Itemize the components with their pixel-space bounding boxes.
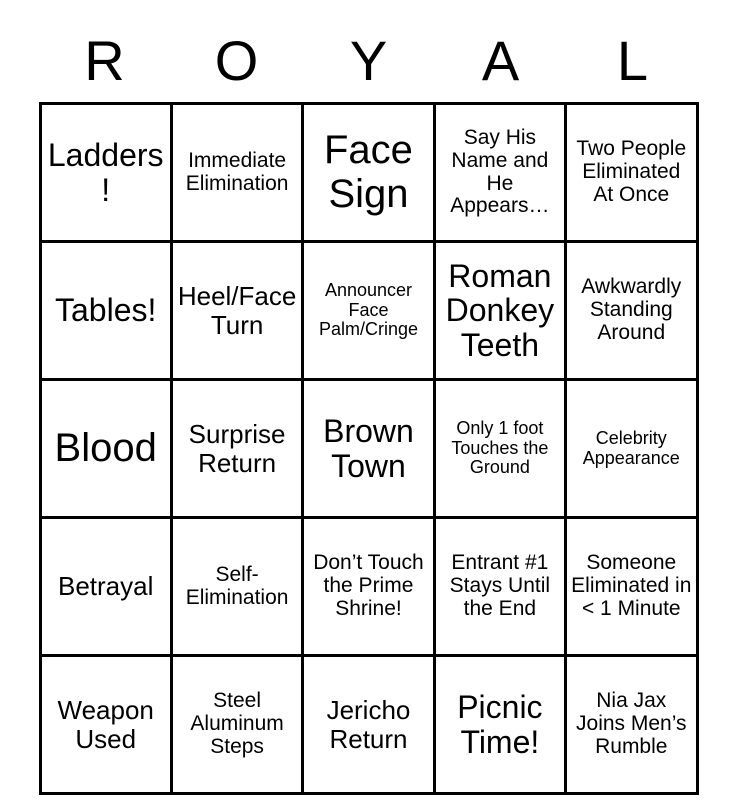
bingo-cell[interactable] <box>40 518 171 656</box>
bingo-cell-label: Immediate Elimination <box>185 148 289 195</box>
bingo-cell-label: Awkwardly Standing Around <box>581 275 682 344</box>
bingo-cell-label: Don’t Touch the Prime Shrine! <box>313 551 424 620</box>
bingo-cell[interactable] <box>566 104 697 242</box>
bingo-cell[interactable] <box>303 656 434 794</box>
bingo-cell-label: Heel/Face Turn <box>177 281 297 340</box>
header-letter-o: O <box>214 29 259 92</box>
bingo-cell-label: Tables! <box>55 292 157 329</box>
bingo-cell[interactable] <box>171 104 302 242</box>
bingo-cell[interactable] <box>40 656 171 794</box>
bingo-cell[interactable] <box>566 380 697 518</box>
bingo-header <box>39 0 699 94</box>
bingo-cell-label: Steel Aluminum Steps <box>190 689 284 758</box>
bingo-cell[interactable] <box>303 380 434 518</box>
bingo-cell[interactable] <box>434 242 565 380</box>
bingo-cell-label: Betrayal <box>58 571 154 602</box>
bingo-cell[interactable] <box>566 656 697 794</box>
header-letter-l: L <box>616 29 649 92</box>
bingo-cell[interactable] <box>171 380 302 518</box>
bingo-grid <box>39 102 699 795</box>
bingo-cell[interactable] <box>303 242 434 380</box>
bingo-cell-label: Picnic Time! <box>457 688 543 760</box>
bingo-cell[interactable] <box>40 104 171 242</box>
bingo-cell[interactable] <box>303 104 434 242</box>
bingo-cell[interactable] <box>40 380 171 518</box>
bingo-cell-label: Say His Name and He Appears… <box>450 126 550 218</box>
bingo-cell-label: Face Sign <box>324 128 413 216</box>
header-letter-r: R <box>84 29 125 92</box>
bingo-cell-label: Jericho Return <box>326 695 411 754</box>
bingo-cell-label: Weapon Used <box>57 695 154 754</box>
bingo-cell[interactable] <box>434 656 565 794</box>
bingo-cell-label: Only 1 foot Touches the Ground <box>451 418 549 478</box>
bingo-cell[interactable] <box>566 242 697 380</box>
bingo-row <box>40 656 697 794</box>
bingo-cell[interactable] <box>171 242 302 380</box>
bingo-cell-label: Brown Town <box>323 412 414 484</box>
bingo-row <box>40 518 697 656</box>
bingo-cell[interactable] <box>171 656 302 794</box>
bingo-cell[interactable] <box>566 518 697 656</box>
bingo-row <box>40 104 697 242</box>
bingo-cell[interactable] <box>434 380 565 518</box>
header-letter-a: A <box>481 29 520 92</box>
bingo-cell-label: Nia Jax Joins Men’s Rumble <box>576 689 687 758</box>
bingo-cell[interactable] <box>303 518 434 656</box>
bingo-cell-label: Someone Eliminated in < 1 Minute <box>571 551 692 620</box>
bingo-cell[interactable] <box>434 104 565 242</box>
bingo-cell[interactable] <box>434 518 565 656</box>
bingo-cell-label: Blood <box>54 425 157 470</box>
bingo-cell[interactable] <box>171 518 302 656</box>
bingo-row <box>40 380 697 518</box>
bingo-cell-label: Ladders! <box>47 136 164 208</box>
bingo-cell-label: Roman Donkey Teeth <box>445 257 555 363</box>
bingo-row <box>40 242 697 380</box>
bingo-cell-label: Self-Elimination <box>185 562 289 609</box>
bingo-cell[interactable] <box>40 242 171 380</box>
bingo-cell-label: Two People Eliminated At Once <box>576 137 687 206</box>
header-letter-y: Y <box>349 29 388 92</box>
bingo-cell-label: Celebrity Appearance <box>582 428 680 468</box>
bingo-cell-label: Entrant #1 Stays Until the End <box>449 551 551 620</box>
bingo-cell-label: Announcer Face Palm/Cringe <box>318 280 418 340</box>
bingo-cell-label: Surprise Return <box>188 419 286 478</box>
